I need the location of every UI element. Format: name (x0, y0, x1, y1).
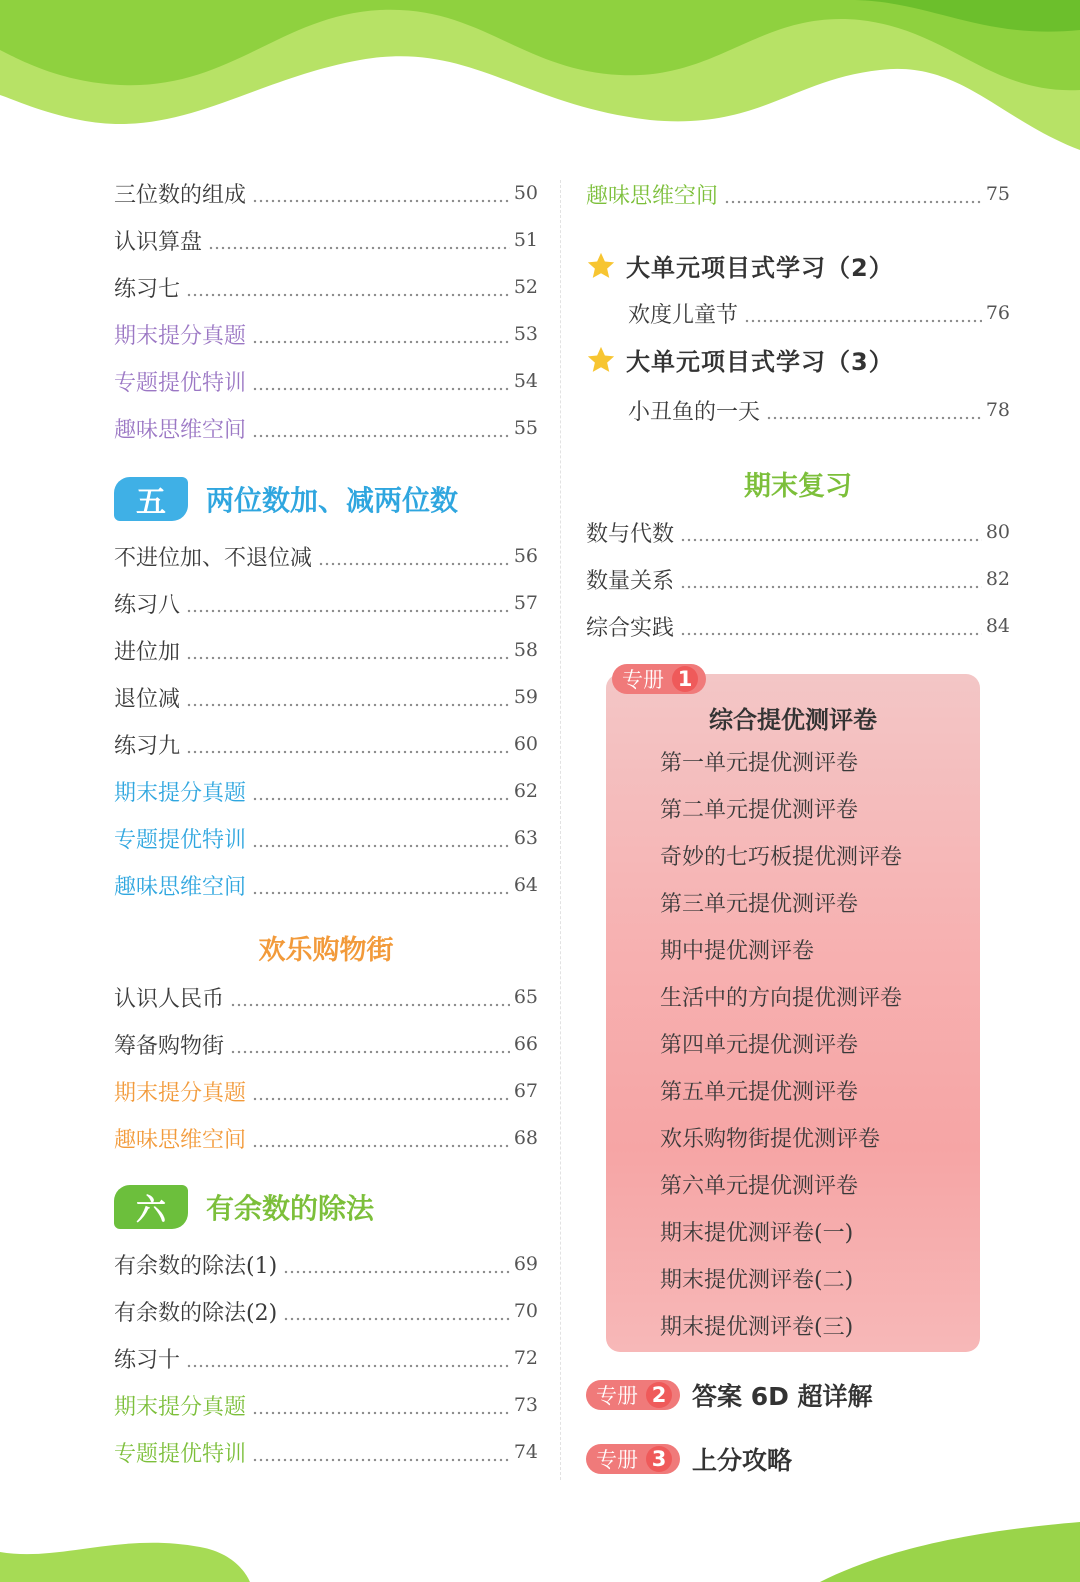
dot-leader (766, 393, 982, 427)
toc-entry-title: 认识人民币 (114, 986, 225, 1012)
toc-entry[interactable] (114, 774, 538, 808)
toc-entry-page: 56 (513, 545, 538, 567)
column-divider (560, 180, 561, 1480)
booklet1-title: 综合提优测评卷 (709, 706, 877, 734)
toc-entry-page: 60 (513, 733, 538, 755)
dot-leader (252, 1435, 510, 1469)
toc-entry-page: 84 (985, 615, 1010, 637)
toc-entry-page: 68 (513, 1127, 538, 1149)
project3-heading[interactable] (586, 342, 1010, 377)
booklet1-item[interactable]: 欢乐购物街提优测评卷 (660, 1127, 881, 1152)
toc-entry-title: 期末提分真题 (114, 1394, 247, 1420)
booklet1-number: 1 (672, 666, 698, 692)
booklet3-entry[interactable] (586, 1441, 792, 1477)
toc-entry[interactable] (114, 364, 538, 398)
dot-leader (252, 176, 510, 210)
dot-leader (208, 223, 510, 257)
toc-entry-title: 专题提优特训 (114, 827, 247, 853)
booklet1-item[interactable]: 奇妙的七巧板提优测评卷 (660, 845, 903, 870)
toc-entry[interactable] (114, 1435, 538, 1469)
toc-entry[interactable] (114, 633, 538, 667)
booklet1-item[interactable]: 期末提优测评卷(三) (660, 1315, 854, 1340)
dot-leader (252, 1388, 510, 1422)
toc-entry[interactable] (114, 1027, 538, 1061)
booklet1-item[interactable]: 期中提优测评卷 (660, 939, 815, 964)
bottom-wave-decoration (0, 1492, 1080, 1582)
toc-entry-title: 有余数的除法(1) (114, 1253, 278, 1279)
toc-entry[interactable] (586, 609, 1010, 643)
booklet3-title: 上分攻略 (692, 1446, 793, 1475)
toc-entry[interactable] (114, 1074, 538, 1108)
final-review-title: 期末复习 (744, 471, 852, 502)
dot-leader (252, 364, 510, 398)
toc-entry[interactable] (114, 539, 538, 573)
toc-entry-title: 练习八 (114, 592, 181, 618)
toc-entry-page: 67 (513, 1080, 538, 1102)
toc-entry-page: 58 (513, 639, 538, 661)
toc-entry-page: 70 (513, 1300, 538, 1322)
toc-entry-title: 三位数的组成 (114, 182, 247, 208)
dot-leader (186, 680, 510, 714)
toc-entry-title: 趣味思维空间 (114, 874, 247, 900)
toc-entry-page: 65 (513, 986, 538, 1008)
toc-entry-page: 64 (513, 874, 538, 896)
booklet1-item[interactable]: 第二单元提优测评卷 (660, 798, 859, 823)
toc-entry[interactable] (114, 411, 538, 445)
project2-heading[interactable] (586, 248, 1010, 283)
dot-leader (186, 586, 510, 620)
toc-entry-title: 有余数的除法(2) (114, 1300, 278, 1326)
toc-entry-title: 数量关系 (586, 568, 675, 594)
toc-entry-page: 74 (513, 1441, 538, 1463)
toc-entry[interactable] (114, 868, 538, 902)
toc-entry-page: 75 (985, 183, 1010, 205)
booklet1-item[interactable]: 生活中的方向提优测评卷 (660, 986, 903, 1011)
booklet1-item[interactable]: 第六单元提优测评卷 (660, 1174, 859, 1199)
toc-entry[interactable] (114, 1121, 538, 1155)
toc-entry-page: 51 (513, 229, 538, 251)
toc-entry[interactable] (114, 586, 538, 620)
toc-entry-title: 趣味思维空间 (114, 1127, 247, 1153)
toc-entry[interactable] (114, 1247, 538, 1281)
dot-leader (318, 539, 510, 573)
toc-entry-title: 退位减 (114, 686, 181, 712)
toc-entry[interactable] (586, 562, 1010, 596)
star-icon (586, 251, 616, 281)
dot-leader (252, 411, 510, 445)
unit-title: 有余数的除法 (206, 1192, 375, 1225)
toc-entry-title: 不进位加、不退位减 (114, 545, 313, 571)
dot-leader (252, 1074, 510, 1108)
unit-badge: 六 (114, 1185, 188, 1229)
toc-entry-page: 73 (513, 1394, 538, 1416)
dot-leader (283, 1247, 510, 1281)
toc-entry-title: 筹备购物街 (114, 1033, 225, 1059)
toc-entry[interactable] (586, 515, 1010, 549)
booklet1-item[interactable]: 期末提优测评卷(二) (660, 1268, 854, 1293)
toc-entry-title: 期末提分真题 (114, 323, 247, 349)
dot-leader (252, 821, 510, 855)
booklet2-title: 答案 6D 超详解 (692, 1382, 873, 1411)
toc-entry[interactable] (114, 223, 538, 257)
toc-entry[interactable] (586, 177, 1010, 211)
project-title: 大单元项目式学习（2） (626, 254, 894, 282)
booklet2-entry[interactable] (586, 1377, 873, 1413)
toc-entry-title: 综合实践 (586, 615, 675, 641)
toc-entry-page: 66 (513, 1033, 538, 1055)
dot-leader (252, 868, 510, 902)
toc-entry-page: 76 (985, 302, 1010, 324)
unit-title: 两位数加、减两位数 (206, 484, 459, 517)
toc-entry-title: 进位加 (114, 639, 181, 665)
toc-entry-title: 趣味思维空间 (586, 183, 719, 209)
toc-entry-page: 57 (513, 592, 538, 614)
toc-entry-page: 62 (513, 780, 538, 802)
toc-entry-title: 认识算盘 (114, 229, 203, 255)
toc-entry-title: 数与代数 (586, 521, 675, 547)
dot-leader (230, 980, 510, 1014)
toc-entry-title: 期末提分真题 (114, 1080, 247, 1106)
unit6-heading[interactable] (114, 1182, 538, 1232)
toc-entry-page: 82 (985, 568, 1010, 590)
toc-entry[interactable] (114, 1294, 538, 1328)
dot-leader (252, 317, 510, 351)
toc-entry[interactable] (114, 270, 538, 304)
dot-leader (252, 774, 510, 808)
booklet3-tag: 专册 3 (586, 1444, 680, 1474)
booklet1-item[interactable]: 第三单元提优测评卷 (660, 892, 859, 917)
unit-badge: 五 (114, 477, 188, 521)
toc-entry-page: 69 (513, 1253, 538, 1275)
dot-leader (186, 1341, 510, 1375)
toc-entry-page: 72 (513, 1347, 538, 1369)
dot-leader (186, 633, 510, 667)
toc-entry-page: 52 (513, 276, 538, 298)
toc-entry-page: 54 (513, 370, 538, 392)
booklet1-tag: 专册 1 (612, 664, 706, 694)
toc-entry-title: 练习九 (114, 733, 181, 759)
booklet1-item[interactable]: 期末提优测评卷(一) (660, 1221, 854, 1246)
toc-entry-page: 55 (513, 417, 538, 439)
booklet1-item[interactable]: 第四单元提优测评卷 (660, 1033, 859, 1058)
project-title: 大单元项目式学习（3） (626, 348, 894, 376)
dot-leader (252, 1121, 510, 1155)
toc-entry[interactable] (114, 1341, 538, 1375)
booklet1-item[interactable]: 第五单元提优测评卷 (660, 1080, 859, 1105)
dot-leader (724, 177, 982, 211)
toc-entry-title: 练习七 (114, 276, 181, 302)
star-icon (586, 345, 616, 375)
dot-leader (186, 270, 510, 304)
unit5-heading[interactable] (114, 474, 538, 524)
toc-entry-title: 练习十 (114, 1347, 181, 1373)
dot-leader (283, 1294, 510, 1328)
top-wave-decoration (0, 0, 1080, 150)
toc-entry[interactable] (114, 680, 538, 714)
shopping-street-title: 欢乐购物街 (258, 935, 394, 966)
toc-entry-page: 50 (513, 182, 538, 204)
toc-entry-title: 专题提优特训 (114, 1441, 247, 1467)
toc-entry-title: 趣味思维空间 (114, 417, 247, 443)
dot-leader (186, 727, 510, 761)
toc-entry[interactable] (114, 317, 538, 351)
toc-entry-title: 欢度儿童节 (628, 302, 739, 328)
toc-entry-page: 59 (513, 686, 538, 708)
dot-leader (680, 515, 982, 549)
toc-entry-title: 小丑鱼的一天 (628, 399, 761, 425)
toc-entry-title: 专题提优特训 (114, 370, 247, 396)
toc-entry-title: 期末提分真题 (114, 780, 247, 806)
toc-entry[interactable] (628, 393, 1010, 427)
dot-leader (680, 562, 982, 596)
toc-entry-page: 80 (985, 521, 1010, 543)
toc-entry[interactable] (114, 1388, 538, 1422)
booklet1-item[interactable]: 第一单元提优测评卷 (660, 751, 859, 776)
toc-entry[interactable] (114, 176, 538, 210)
booklet2-tag: 专册 2 (586, 1380, 680, 1410)
dot-leader (230, 1027, 510, 1061)
toc-entry-page: 63 (513, 827, 538, 849)
dot-leader (744, 296, 982, 330)
toc-entry[interactable] (114, 727, 538, 761)
toc-entry-page: 53 (513, 323, 538, 345)
toc-entry[interactable] (628, 296, 1010, 330)
toc-entry[interactable] (114, 821, 538, 855)
toc-entry[interactable] (114, 980, 538, 1014)
toc-entry-page: 78 (985, 399, 1010, 421)
dot-leader (680, 609, 982, 643)
